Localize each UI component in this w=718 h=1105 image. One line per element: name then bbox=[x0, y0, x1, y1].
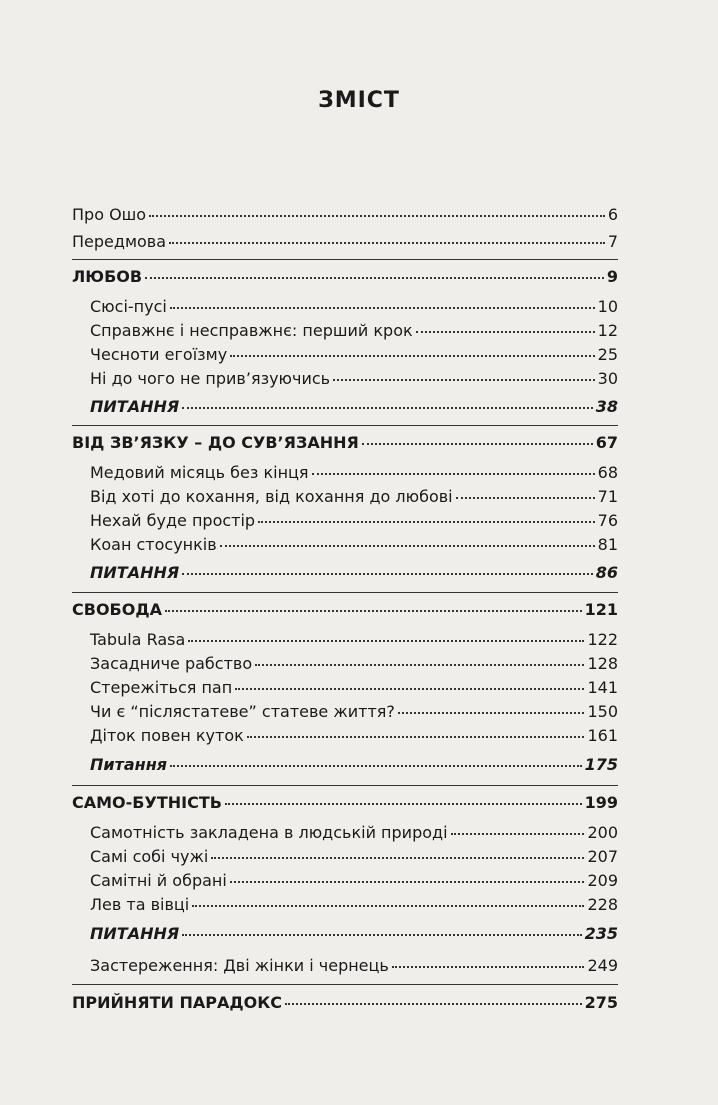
toc-entry bbox=[90, 321, 618, 341]
toc-entry-label: Чи є “післястатеве” статеве життя? bbox=[90, 702, 395, 721]
toc-entry-label: Діток повен куток bbox=[90, 726, 244, 745]
toc-entry-label: Лев та вівці bbox=[90, 895, 190, 914]
toc-entry-label: Ні до чого не прив’язуючись bbox=[90, 369, 331, 388]
section-divider bbox=[72, 425, 618, 426]
toc-entry-label: Медовий місяць без кінця bbox=[90, 463, 309, 482]
dot-leader bbox=[145, 277, 604, 279]
toc-entry-label: Стережіться пап bbox=[90, 678, 233, 697]
toc-page-number: 67 bbox=[595, 433, 618, 452]
toc-page-number: 199 bbox=[584, 793, 618, 812]
toc-questions bbox=[90, 563, 618, 583]
toc-entry-label: Чесноти егоїзму bbox=[90, 345, 228, 364]
toc-entry bbox=[90, 511, 618, 531]
section-divider bbox=[72, 785, 618, 786]
toc-section bbox=[72, 267, 618, 287]
toc-entry-label: Самітні й обрані bbox=[90, 871, 227, 890]
toc-page-number: 161 bbox=[587, 726, 618, 745]
toc-page-number: 71 bbox=[597, 487, 618, 506]
toc-entry bbox=[90, 847, 618, 867]
toc-entry bbox=[90, 369, 618, 389]
toc-entry-label: Коан стосунків bbox=[90, 535, 217, 554]
toc-page-number: 10 bbox=[597, 297, 618, 316]
toc-section bbox=[72, 993, 618, 1013]
toc-entry-label: Передмова bbox=[72, 232, 167, 251]
toc-entry bbox=[90, 871, 618, 891]
toc-section bbox=[72, 793, 618, 813]
toc-page-number: 25 bbox=[597, 345, 618, 364]
toc-entry-label: ЛЮБОВ bbox=[72, 267, 143, 286]
toc-entry-label: Сюсі-пусі bbox=[90, 297, 167, 316]
dot-leader bbox=[220, 545, 595, 547]
toc-entry-label: ПИТАННЯ bbox=[90, 563, 180, 582]
toc-entry bbox=[90, 630, 618, 650]
toc-entry bbox=[90, 487, 618, 507]
dot-leader bbox=[392, 966, 585, 968]
toc-entry-label: Самі собі чужі bbox=[90, 847, 209, 866]
dot-leader bbox=[182, 573, 593, 575]
toc-page-number: 209 bbox=[587, 871, 618, 890]
toc-page-number: 86 bbox=[595, 563, 618, 582]
dot-leader bbox=[285, 1003, 582, 1005]
section-divider bbox=[72, 592, 618, 593]
toc-entry-label: ПРИЙНЯТИ ПАРАДОКС bbox=[72, 993, 283, 1012]
toc-section bbox=[72, 433, 618, 453]
dot-leader bbox=[230, 355, 594, 357]
toc-entry-label: Засадниче рабство bbox=[90, 654, 253, 673]
dot-leader bbox=[192, 905, 584, 907]
dot-leader bbox=[333, 379, 595, 381]
dot-leader bbox=[170, 307, 595, 309]
dot-leader bbox=[170, 765, 582, 767]
dot-leader bbox=[416, 331, 595, 333]
toc-entry bbox=[90, 535, 618, 555]
toc-page-number: 122 bbox=[587, 630, 618, 649]
toc-entry bbox=[90, 895, 618, 915]
toc-questions bbox=[90, 924, 618, 944]
toc-questions bbox=[90, 397, 618, 417]
toc-page-number: 9 bbox=[606, 267, 618, 286]
toc-entry-label: Про Ошо bbox=[72, 205, 147, 224]
toc-entry bbox=[90, 297, 618, 317]
toc-entry-label: Tabula Rasa bbox=[90, 630, 186, 649]
dot-leader bbox=[258, 521, 595, 523]
dot-leader bbox=[182, 934, 581, 936]
dot-leader bbox=[225, 803, 582, 805]
toc-page-number: 30 bbox=[597, 369, 618, 388]
toc-page-number: 228 bbox=[587, 895, 618, 914]
dot-leader bbox=[398, 712, 585, 714]
toc-entry-label: ВІД ЗВ’ЯЗКУ – ДО СУВ’ЯЗАННЯ bbox=[72, 433, 359, 452]
toc-page-number: 121 bbox=[584, 600, 618, 619]
toc-entry bbox=[90, 463, 618, 483]
dot-leader bbox=[255, 664, 584, 666]
toc-page-number: 235 bbox=[584, 924, 618, 943]
dot-leader bbox=[188, 640, 584, 642]
toc-page-number: 249 bbox=[587, 956, 618, 975]
toc-page-number: 207 bbox=[587, 847, 618, 866]
toc-page-number: 68 bbox=[597, 463, 618, 482]
dot-leader bbox=[312, 473, 595, 475]
toc-page-number: 200 bbox=[587, 823, 618, 842]
toc-entry-label: Справжнє і несправжнє: перший крок bbox=[90, 321, 413, 340]
toc-page-number: 150 bbox=[587, 702, 618, 721]
toc-page-number: 141 bbox=[587, 678, 618, 697]
dot-leader bbox=[451, 833, 585, 835]
dot-leader bbox=[169, 242, 605, 244]
dot-leader bbox=[235, 688, 584, 690]
toc-entry bbox=[90, 702, 618, 722]
dot-leader bbox=[247, 736, 585, 738]
toc-page-number: 38 bbox=[595, 397, 618, 416]
toc-entry bbox=[90, 654, 618, 674]
toc-page-number: 7 bbox=[607, 232, 618, 251]
section-divider bbox=[72, 984, 618, 985]
section-divider bbox=[72, 259, 618, 260]
toc-entry-label: ПИТАННЯ bbox=[90, 924, 180, 943]
toc-entry bbox=[72, 232, 618, 252]
toc-entry bbox=[72, 205, 618, 225]
toc-entry-label: Самотність закладена в людській природі bbox=[90, 823, 448, 842]
dot-leader bbox=[165, 610, 582, 612]
toc-entry-label: САМО-БУТНІСТЬ bbox=[72, 793, 222, 812]
toc-page-number: 175 bbox=[584, 755, 618, 774]
dot-leader bbox=[362, 443, 593, 445]
toc-page-number: 81 bbox=[597, 535, 618, 554]
toc-entry-label: Застереження: Дві жінки і чернець bbox=[90, 956, 389, 975]
toc-entry bbox=[90, 345, 618, 365]
toc-page-number: 6 bbox=[607, 205, 618, 224]
dot-leader bbox=[149, 215, 605, 217]
toc-entry bbox=[90, 726, 618, 746]
toc-questions bbox=[90, 755, 618, 775]
toc-section bbox=[72, 600, 618, 620]
toc-entry bbox=[90, 823, 618, 843]
toc-entry-label: ПИТАННЯ bbox=[90, 397, 180, 416]
toc-entry-label: Від хоті до кохання, від кохання до любові bbox=[90, 487, 453, 506]
dot-leader bbox=[211, 857, 584, 859]
toc-page-number: 12 bbox=[597, 321, 618, 340]
toc-entry bbox=[90, 678, 618, 698]
dot-leader bbox=[456, 497, 595, 499]
toc-page-number: 76 bbox=[597, 511, 618, 530]
toc-entry-label: Нехай буде простір bbox=[90, 511, 256, 530]
toc-entry bbox=[90, 956, 618, 976]
toc-entry-label: СВОБОДА bbox=[72, 600, 162, 619]
dot-leader bbox=[182, 407, 593, 409]
dot-leader bbox=[230, 881, 585, 883]
toc-page-number: 275 bbox=[584, 993, 618, 1012]
toc-entry-label: Питання bbox=[90, 755, 168, 774]
toc-page-number: 128 bbox=[587, 654, 618, 673]
page-title: ЗМІСТ bbox=[318, 88, 400, 113]
